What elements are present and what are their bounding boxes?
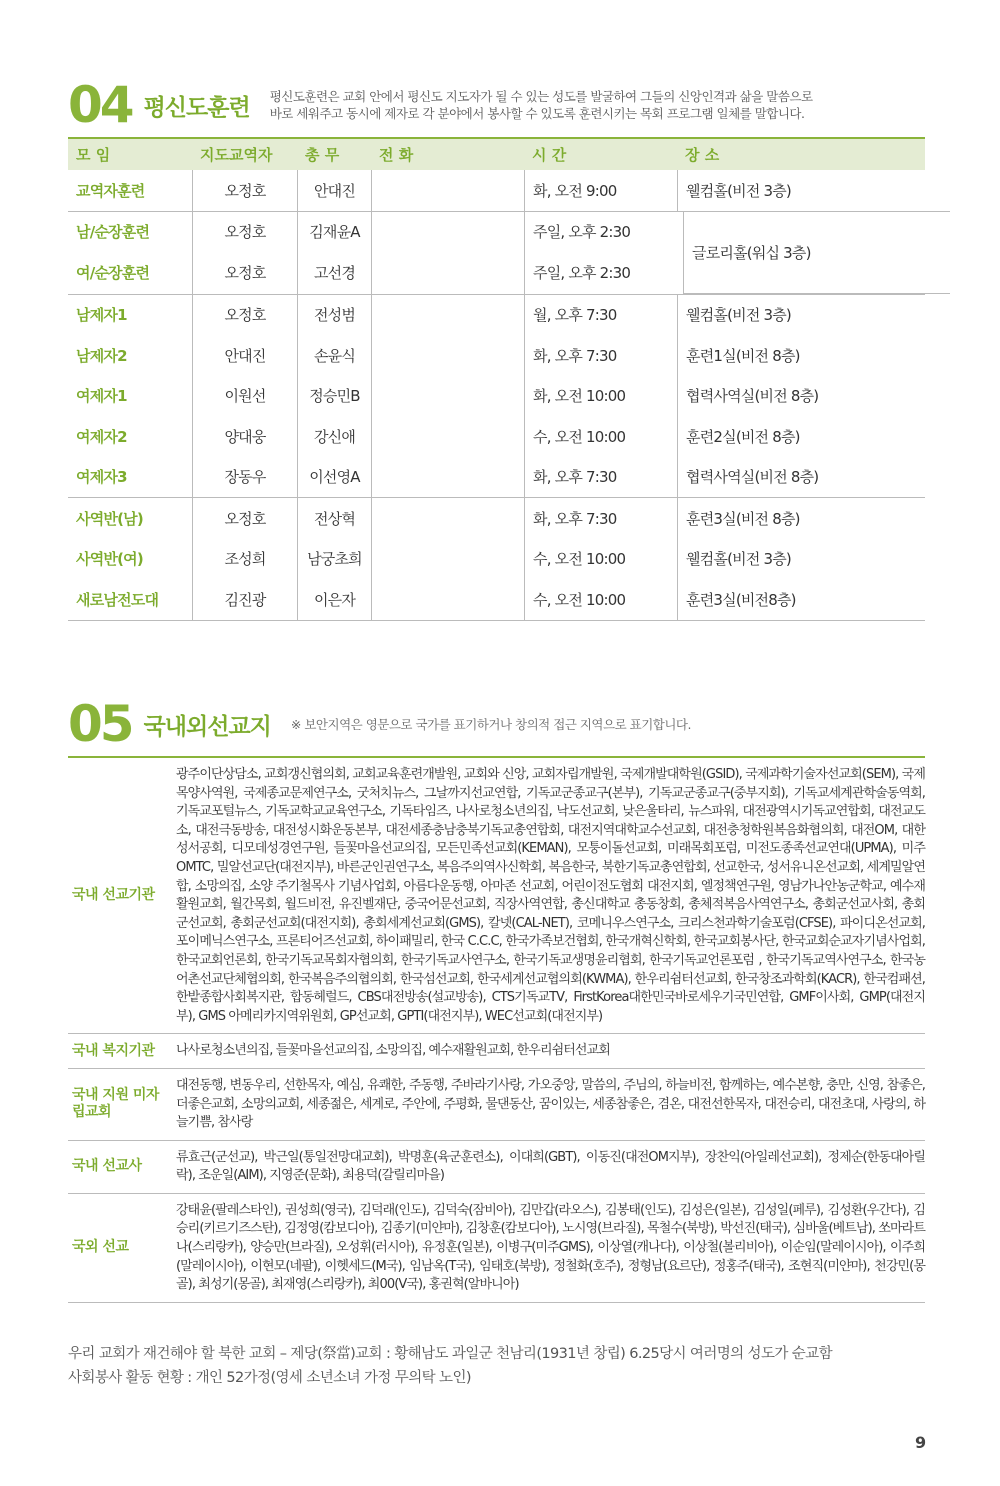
cell-place: 훈련1실(비전 8층)	[686, 346, 800, 365]
section-05-header	[68, 695, 691, 753]
cell-leader: 안대진	[224, 346, 266, 365]
cell-manager: 김재윤A	[309, 223, 360, 242]
cell-phone	[372, 457, 524, 498]
cell-phone	[372, 376, 524, 417]
header-leader: 지도교역자	[200, 146, 273, 164]
section-title: 평신도훈련	[143, 94, 250, 121]
mission-row-text: 대전동행, 변동우리, 선한목자, 예심, 유쾌한, 주동행, 주바라기사랑, 가오중앙, 말씀의, 주님의, 하늘비전, 함께하는, 예수본향, 충만, 신영, 참좋은, 더좋은교회, 소망의교회, 세종젊은, 세계로, 주안에, 주평화, 물댄동산, 꿈이있는, 세종참좋은, 겸온, 대전선한목자, 대전승리, 대전초대, 사랑의, 하늘기쁨, 참사랑	[176, 1077, 925, 1131]
mission-row-label: 국내 복지기관	[72, 1042, 155, 1059]
cell-manager: 이선영A	[309, 468, 360, 487]
cell-time: 화, 오후 7:30	[533, 468, 617, 487]
cell-name: 남제자2	[76, 346, 127, 365]
cell-place: 훈련3실(비전8층)	[686, 590, 796, 609]
cell-time: 수, 오전 10:00	[533, 550, 626, 569]
cell-phone	[372, 539, 524, 580]
cell-manager: 전성범	[313, 306, 356, 325]
column-leader	[192, 170, 297, 211]
cell-place: 웰컴홀(비전 3층)	[686, 306, 791, 325]
cell-place: 웰컴홀(비전 3층)	[686, 181, 791, 200]
cell-leader: 오정호	[224, 306, 266, 325]
cell-manager: 고선경	[313, 263, 356, 282]
cell-phone	[372, 295, 524, 336]
footer-social-service: 사회봉사 활동 현황 : 개인 52가정(영세 소년소녀 가정 무의탁 노인)	[68, 1370, 471, 1386]
column-time	[524, 498, 677, 620]
cell-phone	[372, 212, 524, 253]
section-note: ※ 보안지역은 영문으로 국가를 표기하거나 창의적 접근 지역으로 표기합니다.	[290, 717, 691, 732]
column-time	[524, 212, 677, 294]
cell-name: 여/순장훈련	[76, 263, 150, 282]
column-phone	[371, 212, 524, 294]
cell-time: 주일, 오후 2:30	[533, 263, 631, 282]
mission-row-label: 국내 선교사	[72, 1158, 142, 1175]
cell-name: 교역자훈련	[76, 181, 145, 200]
header-phone: 전 화	[379, 146, 414, 164]
column-name	[68, 498, 192, 620]
cell-leader: 오정호	[224, 263, 266, 282]
section-title: 국내외선교지	[143, 713, 271, 740]
mission-table	[68, 756, 925, 1303]
cell-name: 사역반(남)	[76, 509, 143, 528]
column-place	[677, 170, 925, 211]
mission-row-text: 강태윤(팔레스타인), 권성희(영국), 김덕래(인도), 김덕숙(잠비아), 김만갑(라오스), 김봉태(인도), 김성은(일본), 김성일(페루), 김성환(우간다), 김승리(키르기즈스탄), 김정영(캄보디아), 김종기(미얀마), 김창훈(캄보디아), 노시영(브라질), 목철수(북방), 박선진(태국), 심바울(베트남), 쏘마라트나(스리랑카), 양승만(브라질), 오성휘(러시아), 유정훈(일본), 이병구(미주GMS), 이상열(캐나다), 이상철(볼리비아), 이순임(말레이시아), 이주희(말레이시아), 이현모(네팔), 이헷세드(M국), 임남옥(T국), 임태호(북방), 정철화(호주), 정형남(요르단), 정홍주(태국), 조현직(미얀마), 천강민(몽골), 최성기(몽골), 최재영(스리랑카), 최00(V국), 홍권혁(알바니아)	[176, 1202, 925, 1293]
header-group: 모 임	[76, 146, 111, 164]
cell-place: 훈련3실(비전 8층)	[686, 509, 800, 528]
column-phone	[371, 295, 524, 498]
description-line: 바로 세워주고 동시에 제자로 각 분야에서 봉사할 수 있도록 훈련시키는 목회 프로그램 일체를 말합니다.	[269, 106, 805, 121]
section-number: 05	[68, 695, 132, 753]
cell-leader: 오정호	[224, 223, 266, 242]
mission-row-label: 국내 지원 미자립교회	[72, 1087, 159, 1121]
column-name	[68, 170, 192, 211]
cell-place-merged: 글로리홀(워십 3층)	[683, 211, 950, 294]
column-manager	[297, 170, 371, 211]
cell-time: 수, 오전 10:00	[533, 427, 626, 446]
cell-time: 화, 오후 7:30	[533, 346, 617, 365]
cell-name: 남제자1	[76, 306, 127, 325]
column-leader	[192, 498, 297, 620]
column-time	[524, 170, 677, 211]
column-manager	[297, 212, 371, 294]
cell-time: 화, 오전 9:00	[533, 181, 617, 200]
cell-time: 화, 오후 7:30	[533, 509, 617, 528]
cell-leader: 양대웅	[224, 427, 266, 446]
cell-leader: 오정호	[224, 181, 266, 200]
cell-manager: 손윤식	[313, 346, 356, 365]
cell-place: 훈련2실(비전 8층)	[686, 427, 800, 446]
cell-manager: 전상혁	[313, 509, 356, 528]
column-time	[524, 295, 677, 498]
section-description	[270, 88, 813, 122]
cell-place: 협력사역실(비전 8층)	[686, 387, 819, 406]
column-phone	[371, 498, 524, 620]
cell-time: 수, 오전 10:00	[533, 590, 626, 609]
mission-row	[68, 1141, 925, 1194]
table-body	[68, 170, 925, 621]
section-04-header	[68, 76, 813, 134]
table-row-group	[68, 170, 925, 212]
cell-manager: 남궁초희	[307, 550, 362, 569]
description-line: 평신도훈련은 교회 안에서 평신도 지도자가 될 수 있는 성도를 발굴하여 그들의 신앙인격과 삶을 말씀으로	[269, 89, 813, 104]
mission-row	[68, 1069, 925, 1141]
column-place	[677, 498, 925, 620]
column-leader	[192, 212, 297, 294]
cell-leader: 장동우	[224, 468, 266, 487]
training-table	[68, 137, 925, 621]
header-time: 시 간	[532, 146, 567, 164]
cell-place: 협력사역실(비전 8층)	[686, 468, 819, 487]
cell-time: 월, 오후 7:30	[533, 306, 617, 325]
cell-manager: 안대진	[313, 181, 356, 200]
mission-row	[68, 1034, 925, 1069]
cell-manager: 정승민B	[309, 387, 360, 406]
table-row-group	[68, 295, 925, 499]
column-name	[68, 212, 192, 294]
section-number: 04	[68, 76, 132, 134]
cell-phone	[372, 498, 524, 539]
column-manager	[297, 498, 371, 620]
column-place	[677, 212, 925, 294]
cell-name: 여제자1	[76, 387, 127, 406]
header-manager: 총 무	[305, 146, 340, 164]
table-row-group	[68, 212, 925, 295]
mission-row-text: 나사로청소년의집, 들꽃마을선교의집, 소망의집, 예수재활원교회, 한우리쉼터선교회	[176, 1043, 610, 1059]
header-place: 장 소	[685, 146, 720, 164]
cell-leader: 오정호	[224, 509, 266, 528]
mission-row-label: 국내 선교기관	[72, 887, 155, 904]
cell-name: 남/순장훈련	[76, 223, 150, 242]
cell-phone	[372, 416, 524, 457]
mission-row-text: 류효근(군선교), 박근일(통일전망대교회), 박명훈(육군훈련소), 이대희(GBT), 이동진(대전OM지부), 장찬익(아일레선교회), 정제순(한동대아릴락), 조운일(AIM), 지영준(문화), 최용덕(갈릴리마을)	[176, 1149, 925, 1184]
footer-north-korea-church: 우리 교회가 재건해야 할 북한 교회 – 제당(祭當)교회 : 황해남도 과일군 천남리(1931년 창립) 6.25당시 여러명의 성도가 순교함	[68, 1346, 832, 1362]
table-row-group	[68, 498, 925, 621]
column-place	[677, 295, 925, 498]
cell-time: 화, 오전 10:00	[533, 387, 626, 406]
cell-name: 사역반(여)	[76, 550, 143, 569]
cell-name: 새로남전도대	[76, 590, 159, 609]
mission-row	[68, 1194, 925, 1303]
cell-phone	[372, 335, 524, 376]
table-header	[68, 137, 925, 170]
column-phone	[371, 170, 524, 211]
cell-leader: 이원선	[224, 387, 266, 406]
cell-phone	[372, 579, 524, 620]
cell-manager: 강신애	[313, 427, 356, 446]
cell-phone	[372, 170, 524, 211]
cell-place: 웰컴홀(비전 3층)	[686, 550, 791, 569]
cell-name: 여제자3	[76, 468, 127, 487]
cell-leader: 김진광	[224, 590, 266, 609]
cell-name: 여제자2	[76, 427, 127, 446]
column-name	[68, 295, 192, 498]
column-leader	[192, 295, 297, 498]
mission-row-text: 광주이단상담소, 교회갱신협의회, 교회교육훈련개발원, 교회와 신앙, 교회자립개발원, 국제개발대학원(GSID), 국제과학기술자선교회(SEM), 국제목양사역원, 국제종교문제연구소, 굿처치뉴스, 그날까지선교연합, 기독교군종교구(본부), 기독교군종교구(중부지회), 기독교세계관학술동역회, 기독교포털뉴스, 기독교학교교육연구소, 기독타임즈, 나사로청소년의집, 낙도선교회, 낮은울타리, 뉴스파워, 대전광역시기독교연합회, 대전교도소, 대전극동방송, 대전성시화운동본부, 대전세종충남충북기독교총연합회, 대전지역대학교수선교회, 대전충청학원복음화협의회, 대전OM, 대한성서공회, 디모데성경연구원, 들꽃마을선교의집, 모든민족선교회(KEMAN), 모퉁이돌선교회, 미래목회포럼, 미전도종족선교연대(UPMA), 미주OMTC, 밀알선교단(대전지부), 바른군인권연구소, 복음주의역사신학회, 복음한국, 북한기독교총연합회, 선교한국, 성서유니온선교회, 세계밀알연합, 소망의집, 소양 주기철목사 기념사업회, 아름다운동행, 아마존 선교회, 어린이전도협회 대전지회, 엘정책연구원, 영남가나안농군학교, 예수재활원교회, 월간목회, 월드비전, 유진벨재단, 중국어문선교회, 직장사역연합, 총신대학교 총동창회, 총체적복음사역연구소, 총회군선교사회, 총회군선교회, 총회군선교회(대전지회), 총회세계선교회(GMS), 칼넷(CAL-NET), 코메니우스연구소, 크리스천과학기술포럼(CFSE), 파이디온선교회, 포이메닉스연구소, 프론티어즈선교회, 하이패밀리, 한국 C.C.C, 한국가족보건협회, 한국개혁신학회, 한국교회봉사단, 한국교회순교자기념사업회, 한국교회언론회, 한국기독교목회자협의회, 한국기독교사연구소, 한국기독교생명윤리협회, 한국기독교언론포럼 , 한국기독교역사연구소, 한국농어촌선교단체협의회, 한국복음주의협의회, 한국섬선교회, 한국세계선교협의회(KWMA), 한우리쉼터선교회, 한국창조과학회(KACR), 한국컴패션, 한밭종합사회복지관, 합동헤럴드, CBS대전방송(설교방송), CTS기독교TV, FirstKorea대한민국바로세우기국민연합, GMF이사회, GMP(대전지부), GMS 아메리카지역위원회, GP선교회, GPTI(대전지부), WEC선교회(대전지부)	[176, 767, 925, 1024]
column-manager	[297, 295, 371, 498]
page-number: 9	[915, 1433, 927, 1452]
cell-phone	[372, 252, 524, 293]
mission-row-label: 국외 선교	[72, 1239, 129, 1256]
cell-leader: 조성희	[224, 550, 266, 569]
cell-time: 주일, 오후 2:30	[533, 223, 631, 242]
mission-row	[68, 758, 925, 1034]
cell-manager: 이은자	[313, 590, 356, 609]
